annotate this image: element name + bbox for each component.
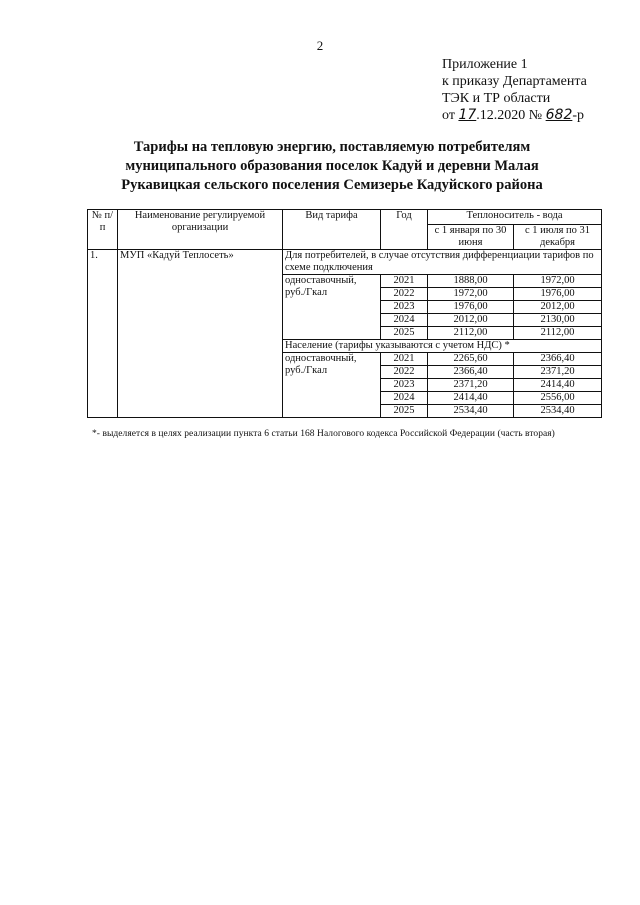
appendix-block <box>442 56 622 124</box>
header-year: Год <box>381 210 428 250</box>
table-cell-year: 2023 <box>381 301 428 314</box>
appendix-line-2: к приказу Департамента <box>442 74 587 89</box>
table-cell-value: 2366,40 <box>428 366 514 379</box>
table-cell-value: 2012,00 <box>514 301 602 314</box>
table-cell-value: 1976,00 <box>428 301 514 314</box>
appendix-date-prefix: от <box>442 108 459 123</box>
page-number: 2 <box>316 38 324 53</box>
header-coolant: Теплоноситель - вода <box>428 210 602 225</box>
title-line-2: муниципального образования поселок Кадуй и деревни Малая <box>125 158 539 174</box>
header-type: Вид тарифа <box>283 210 381 250</box>
appendix-date-suffix: -р <box>572 108 585 123</box>
table-cell-year: 2021 <box>381 353 428 366</box>
appendix-line-1: Приложение 1 <box>442 57 528 72</box>
table-cell-value: 2112,00 <box>428 327 514 340</box>
handwritten-order-number: 682 <box>545 107 573 123</box>
table-cell-value: 2534,40 <box>428 405 514 418</box>
table-cell-value: 2414,40 <box>428 392 514 405</box>
table-cell-year: 2025 <box>381 327 428 340</box>
group1-heading: Для потребителей, в случае отсутствия дифференциации тарифов по схеме подключения <box>283 250 602 275</box>
appendix-date-mid: .12.2020 № <box>476 108 546 123</box>
header-org: Наименование регулируемой организации <box>118 210 283 250</box>
table-cell-value: 1972,00 <box>514 275 602 288</box>
table-cell-value: 2371,20 <box>428 379 514 392</box>
row-number: 1. <box>88 250 118 418</box>
group1-tariff-type: одноставочный, руб./Гкал <box>283 275 381 340</box>
table-cell-value: 2130,00 <box>514 314 602 327</box>
table-cell-value: 2534,40 <box>514 405 602 418</box>
group2-tariff-type: одноставочный, руб./Гкал <box>283 353 381 418</box>
document-title <box>80 138 584 195</box>
table-cell-value: 1972,00 <box>428 288 514 301</box>
table-cell-year: 2024 <box>381 392 428 405</box>
table-cell-value: 2414,40 <box>514 379 602 392</box>
table-cell-value: 2112,00 <box>514 327 602 340</box>
title-line-1: Тарифы на тепловую энергию, поставляемую потребителям <box>133 139 531 155</box>
table-cell-year: 2022 <box>381 288 428 301</box>
table-cell-year: 2023 <box>381 379 428 392</box>
org-name: МУП «Кадуй Теплосеть» <box>118 250 283 418</box>
table-cell-value: 1976,00 <box>514 288 602 301</box>
table-cell-value: 2265,60 <box>428 353 514 366</box>
table-cell-value: 2366,40 <box>514 353 602 366</box>
header-num: № п/п <box>88 210 118 250</box>
handwritten-day: 17 <box>458 107 477 123</box>
tariff-table <box>87 209 602 418</box>
title-line-3: Рукавицкая сельского поселения Семизерье Кадуйского района <box>121 177 543 193</box>
table-cell-year: 2025 <box>381 405 428 418</box>
footnote: *- выделяется в целях реализации пункта 6 статьи 168 Налогового кодекса Российской Федерации (часть вторая) <box>92 429 555 439</box>
table-cell-year: 2024 <box>381 314 428 327</box>
table-cell-value: 2556,00 <box>514 392 602 405</box>
table-cell-year: 2021 <box>381 275 428 288</box>
group2-heading: Население (тарифы указываются с учетом НДС) * <box>283 340 602 353</box>
table-cell-value: 2371,20 <box>514 366 602 379</box>
appendix-line-3: ТЭК и ТР области <box>442 91 551 106</box>
table-cell-value: 2012,00 <box>428 314 514 327</box>
appendix-line-4 <box>442 107 622 124</box>
header-period-2: с 1 июля по 31 декабря <box>514 225 602 250</box>
table-cell-year: 2022 <box>381 366 428 379</box>
table-cell-value: 1888,00 <box>428 275 514 288</box>
header-period-1: с 1 января по 30 июня <box>428 225 514 250</box>
